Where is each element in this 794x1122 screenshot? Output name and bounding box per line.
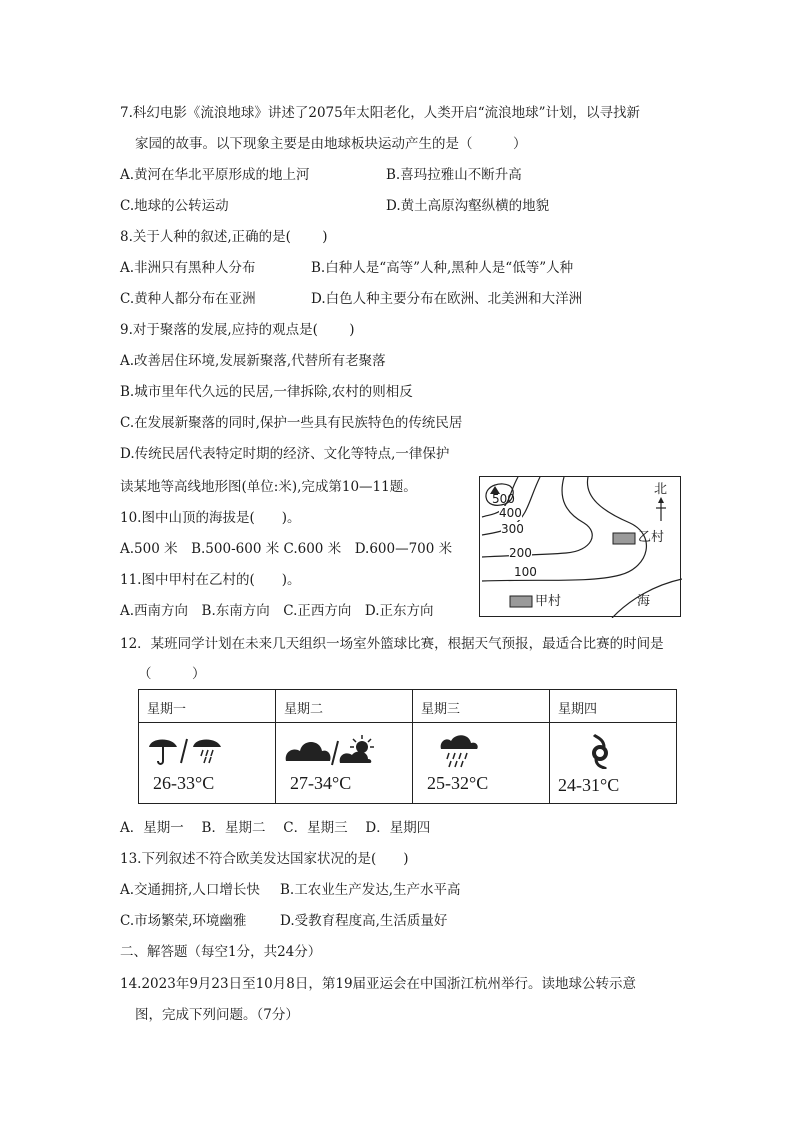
- village-jia-label: 甲村: [535, 594, 562, 609]
- day-cell-thursday: [550, 690, 677, 723]
- q12-stem-line2: （ ）: [138, 666, 206, 682]
- typhoon-icon: [580, 733, 620, 769]
- q7-option-a: A.黄河在华北平原形成的地上河: [120, 167, 310, 183]
- q12-stem-line1: 12．某班同学计划在未来几天组织一场室外篮球比赛，根据天气预报，最适合比赛的时间是: [120, 636, 664, 652]
- q13-option-a: A.交通拥挤,人口增长快: [120, 882, 260, 898]
- heavy-rain-icon: [439, 733, 499, 769]
- day-cell-monday: [139, 690, 276, 723]
- q13-stem: 13.下列叙述不符合欧美发达国家状况的是( ): [120, 851, 409, 867]
- q12-options: A．星期一 B．星期二 C．星期三 D．星期四: [120, 820, 431, 836]
- section-2-heading: 二、解答题（每空1分，共24分）: [120, 944, 322, 960]
- day-label: 星期四: [558, 702, 598, 717]
- q8-option-b: B.白种人是“高等”人种,黑种人是“低等”人种: [311, 260, 574, 276]
- weather-forecast-table: [138, 689, 677, 804]
- contour-map: [479, 476, 681, 617]
- weather-cell-monday: [139, 723, 276, 804]
- contour-label-100: 100: [514, 565, 537, 579]
- village-yi-marker: [613, 533, 635, 544]
- q7-stem-line1: 7.科幻电影《流浪地球》讲述了2075年太阳老化，人类开启“流浪地球”计划，以寻找新: [120, 105, 641, 121]
- weather-cell-wednesday: [413, 723, 550, 804]
- temperature-tuesday: 27-34°C: [290, 773, 352, 793]
- light-rain-to-showers-icon: [147, 733, 227, 769]
- q8-option-d: D.白色人种主要分布在欧洲、北美洲和大洋洲: [311, 291, 583, 307]
- day-cell-wednesday: [413, 690, 550, 723]
- north-label: 北: [654, 482, 668, 497]
- temperature-monday: 26-33°C: [153, 773, 215, 793]
- day-label: 星期三: [421, 702, 461, 717]
- contour-label-400: 400: [499, 506, 522, 520]
- q9-option-c: C.在发展新聚落的同时,保护一些具有民族特色的传统民居: [120, 415, 463, 431]
- weather-cell-tuesday: [276, 723, 413, 804]
- q7-option-b: B.喜玛拉雅山不断升高: [386, 167, 522, 183]
- q10-options: A.500 米 B.500-600 米 C.600 米 D.600—700 米: [120, 541, 453, 557]
- contour-label-500: 500: [492, 492, 515, 506]
- q8-stem: 8.关于人种的叙述,正确的是( ): [120, 229, 328, 245]
- q8-option-c: C.黄种人都分布在亚洲: [120, 291, 256, 307]
- day-cell-tuesday: [276, 690, 413, 723]
- q11-options: A.西南方向 B.东南方向 C.正西方向 D.正东方向: [120, 603, 434, 619]
- q11-stem: 11.图中甲村在乙村的( )。: [120, 572, 301, 588]
- q13-option-d: D.受教育程度高,生活质量好: [280, 913, 448, 929]
- q9-option-a: A.改善居住环境,发展新聚落,代替所有老聚落: [120, 353, 386, 369]
- contour-label-300: 300: [501, 522, 524, 536]
- q9-option-b: B.城市里年代久远的民居,一律拆除,农村的则相反: [120, 384, 413, 400]
- day-label: 星期二: [284, 702, 324, 717]
- q9-option-d: D.传统民居代表特定时期的经济、文化等特点,一律保护: [120, 446, 450, 462]
- q13-option-b: B.工农业生产发达,生产水平高: [280, 882, 461, 898]
- north-arrow-icon: [658, 497, 664, 503]
- day-label: 星期一: [147, 702, 187, 717]
- temperature-thursday: 24-31°C: [558, 775, 620, 795]
- intro-10-11: 读某地等高线地形图(单位:米),完成第10—11题。: [120, 479, 417, 495]
- q8-option-a: A.非洲只有黑种人分布: [120, 260, 256, 276]
- temperature-wednesday: 25-32°C: [427, 773, 489, 793]
- sea-label: 海: [637, 594, 651, 609]
- q7-option-c: C.地球的公转运动: [120, 198, 229, 214]
- q14-stem-line2: 图，完成下列问题。（7分）: [135, 1007, 299, 1023]
- q10-stem: 10.图中山顶的海拔是( )。: [120, 510, 301, 526]
- q7-stem-line2: 家园的故事。以下现象主要是由地球板块运动产生的是（ ）: [135, 136, 527, 152]
- q14-stem-line1: 14.2023年9月23日至10月8日，第19届亚运会在中国浙江杭州举行。读地球公转示意: [120, 976, 637, 992]
- q7-option-d: D.黄土高原沟壑纵横的地貌: [386, 198, 550, 214]
- q9-stem: 9.对于聚落的发展,应持的观点是( ): [120, 322, 355, 338]
- overcast-to-partly-cloudy-icon: [284, 733, 374, 769]
- q13-option-c: C.市场繁荣,环境幽雅: [120, 913, 247, 929]
- village-yi-label: 乙村: [638, 530, 665, 545]
- weather-cell-thursday: [550, 723, 677, 804]
- village-jia-marker: [510, 596, 532, 607]
- contour-label-200: 200: [509, 546, 532, 560]
